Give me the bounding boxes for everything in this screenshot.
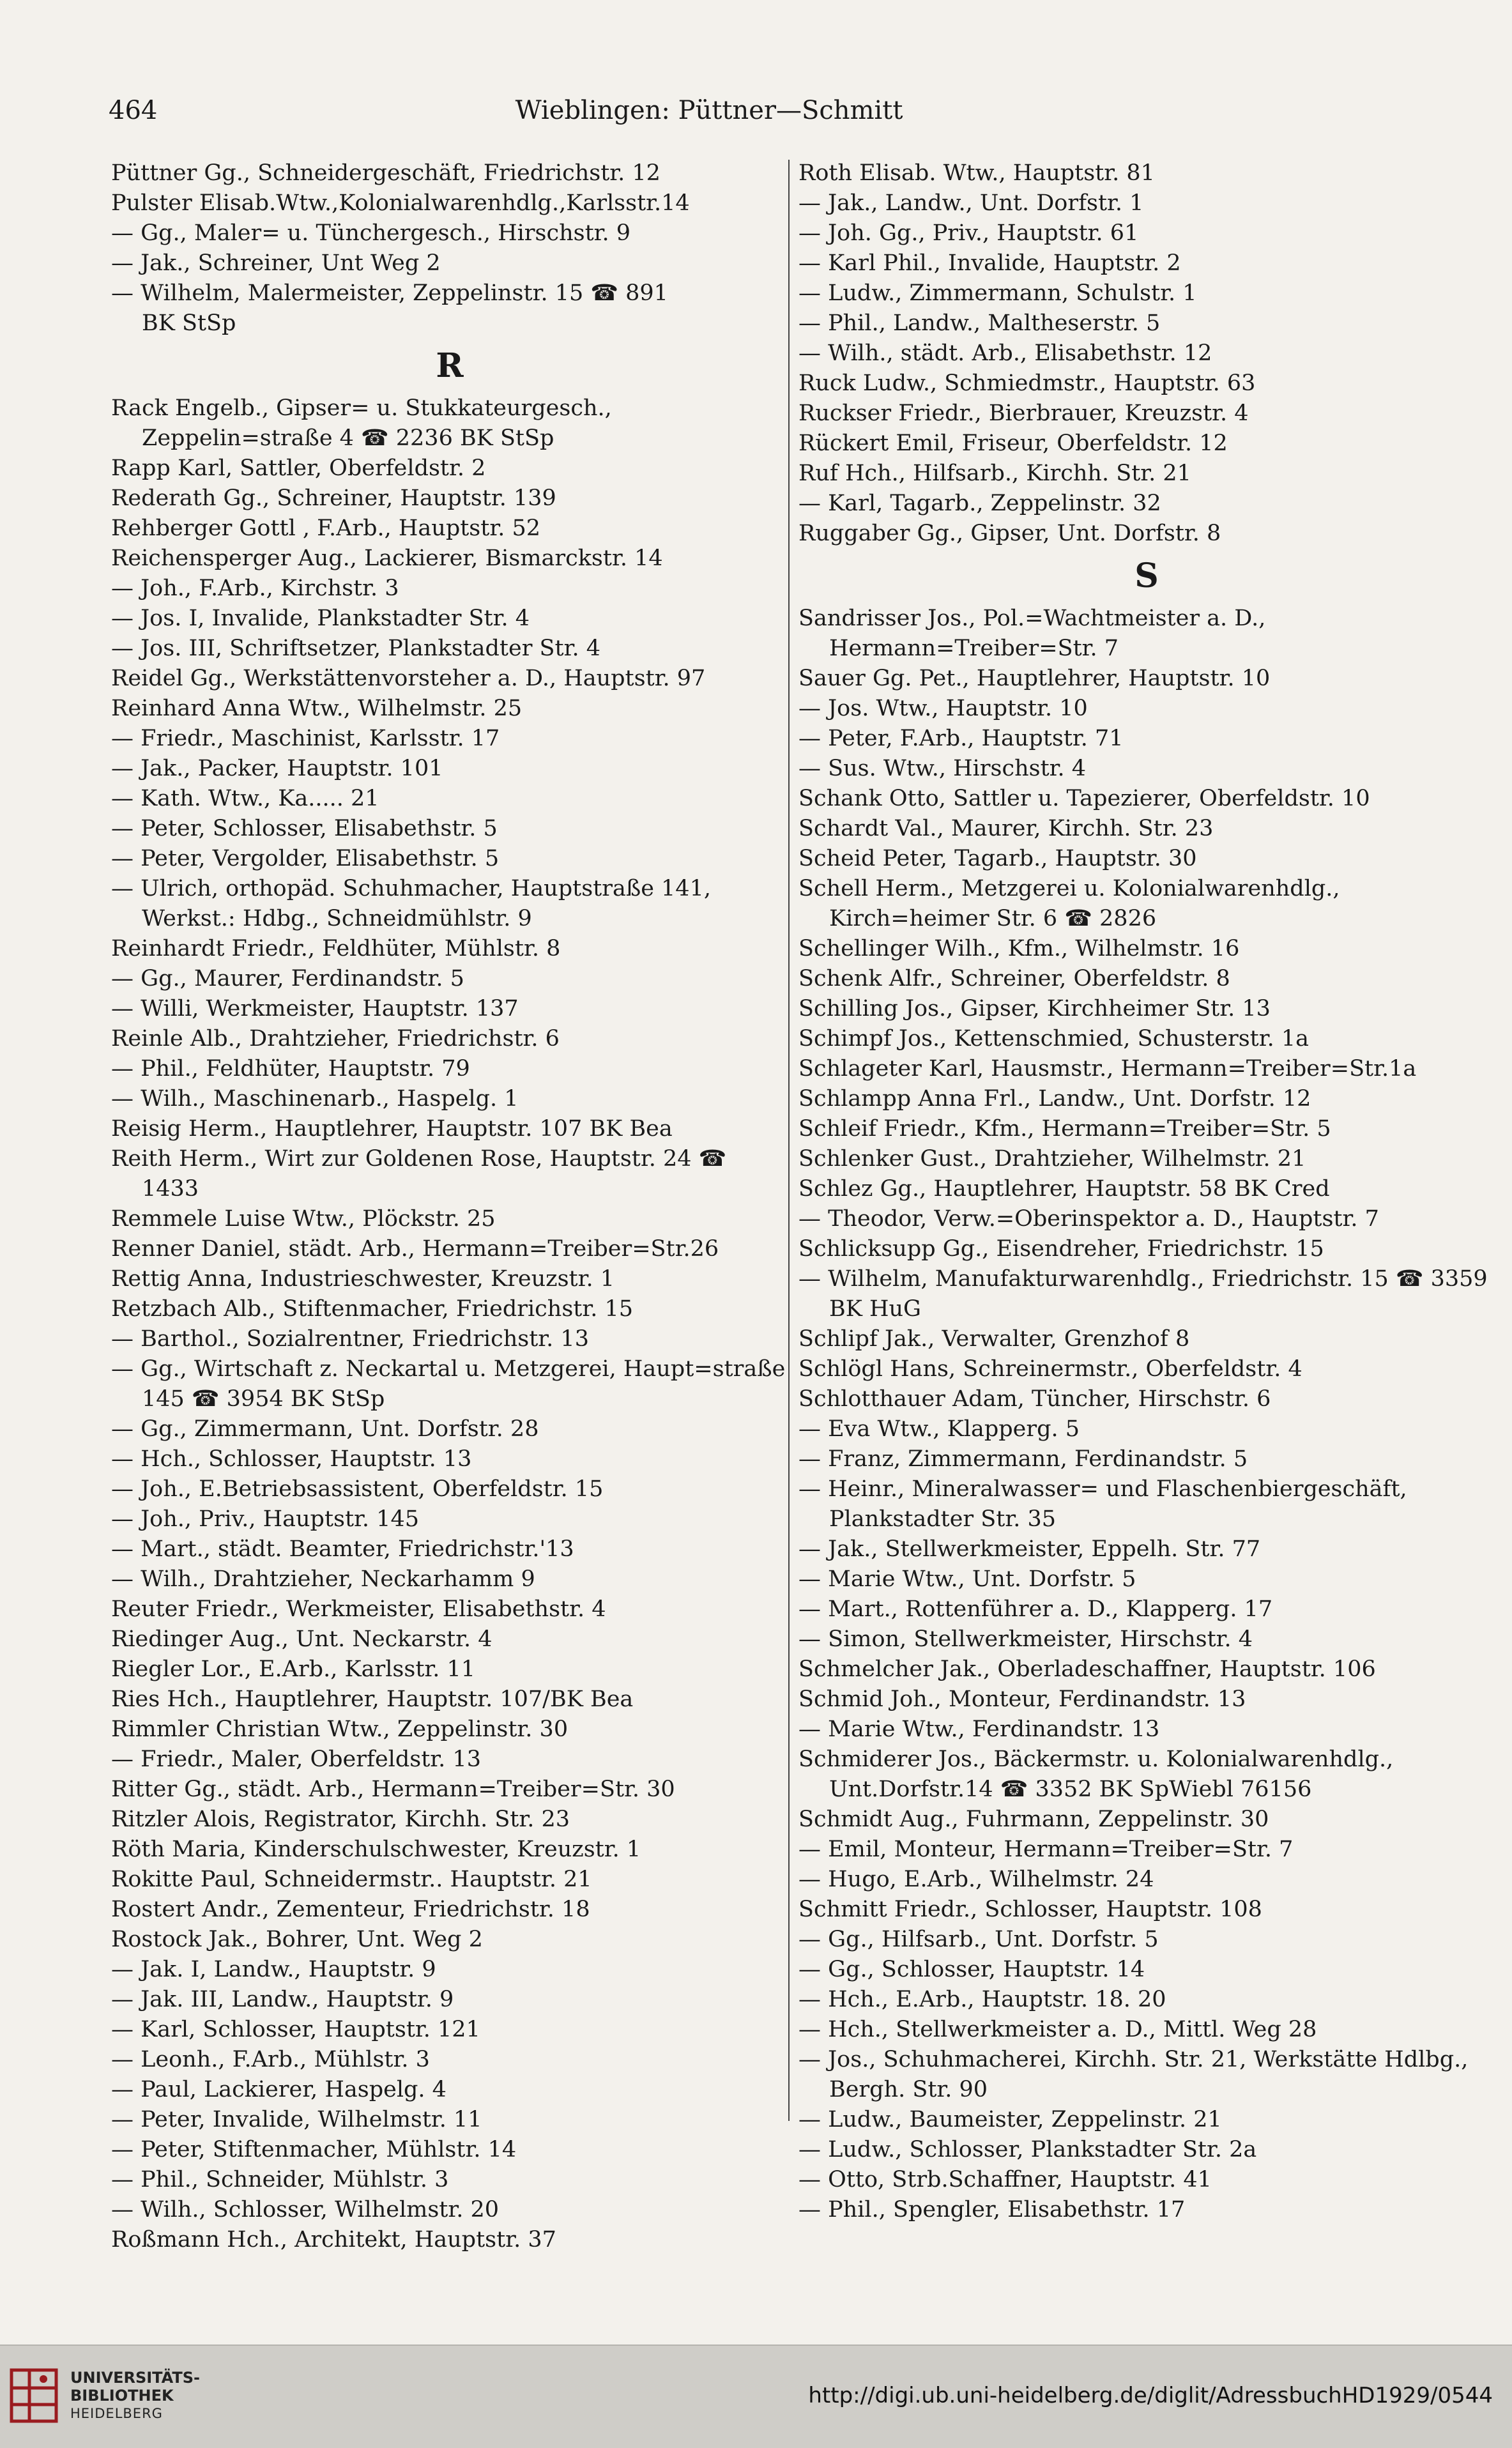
list-item: — Jak., Packer, Hauptstr. 101 — [111, 756, 443, 781]
list-item: Sandrisser Jos., Pol.=Wachtmeister a. D., Hermann=Treiber=Str. 7 — [798, 606, 1266, 661]
list-item: Reith Herm., Wirt zur Goldenen Rose, Hauptstr. 24 ☎ 1433 — [111, 1146, 727, 1202]
list-item: — Joh., E.Betriebsassistent, Oberfeldstr. 15 — [111, 1476, 604, 1502]
source-url-link[interactable]: http://digi.ub.uni-heidelberg.de/diglit/AdressbuchHD1929/0544 — [808, 2383, 1493, 2408]
list-item: Remmele Luise Wtw., Plöckstr. 25 — [111, 1206, 496, 1232]
list-item: — Gg., Wirtschaft z. Neckartal u. Metzgerei, Haupt=straße 145 ☎ 3954 BK StSp — [111, 1356, 786, 1412]
university-library-logo-icon — [6, 2365, 61, 2426]
viewer-footer — [0, 2345, 1512, 2448]
list-item: — Jak. I, Landw., Hauptstr. 9 — [111, 1957, 436, 1982]
list-item: Schleif Friedr., Kfm., Hermann=Treiber=Str. 5 — [798, 1116, 1331, 1142]
list-item: Rack Engelb., Gipser= u. Stukkateurgesch., Zeppelin=straße 4 ☎ 2236 BK StSp — [111, 395, 612, 451]
list-item: Rehberger Gottl , F.Arb., Hauptstr. 52 — [111, 516, 541, 541]
list-item: — Ludw., Zimmermann, Schulstr. 1 — [798, 280, 1197, 306]
section-letter: S — [1134, 556, 1159, 595]
list-item: — Friedr., Maschinist, Karlsstr. 17 — [111, 726, 500, 751]
list-item: Renner Daniel, städt. Arb., Hermann=Treiber=Str.26 — [111, 1236, 719, 1262]
list-item: Röth Maria, Kinderschulschwester, Kreuzstr. 1 — [111, 1837, 641, 1862]
list-item: — Phil., Feldhüter, Hauptstr. 79 — [111, 1056, 470, 1082]
list-item: — Jos. I, Invalide, Plankstadter Str. 4 — [111, 606, 530, 631]
list-item: Reichensperger Aug., Lackierer, Bismarckstr. 14 — [111, 546, 663, 571]
list-item: — Karl, Tagarb., Zeppelinstr. 32 — [798, 491, 1161, 516]
list-item: — Ludw., Baumeister, Zeppelinstr. 21 — [798, 2107, 1222, 2132]
list-item: Schank Otto, Sattler u. Tapezierer, Oberfeldstr. 10 — [798, 786, 1370, 811]
list-item: — Wilhelm, Malermeister, Zeppelinstr. 15 ☎ 891 — [111, 280, 668, 306]
list-item: — Joh. Gg., Priv., Hauptstr. 61 — [798, 220, 1139, 246]
list-item: — Gg., Zimmermann, Unt. Dorfstr. 28 — [111, 1416, 539, 1442]
section-letter: R — [436, 346, 464, 385]
list-item: Roth Elisab. Wtw., Hauptstr. 81 — [798, 160, 1155, 186]
list-item: Ruf Hch., Hilfsarb., Kirchh. Str. 21 — [798, 461, 1191, 486]
list-item: Schlipf Jak., Verwalter, Grenzhof 8 — [798, 1326, 1190, 1352]
list-item: Schmelcher Jak., Oberladeschaffner, Hauptstr. 106 — [798, 1656, 1376, 1682]
list-item: — Jos. III, Schriftsetzer, Plankstadter Str. 4 — [111, 636, 601, 661]
running-title: Wieblingen: Püttner—Schmitt — [515, 96, 903, 125]
list-item: — Jak. III, Landw., Hauptstr. 9 — [111, 1987, 454, 2012]
list-item: Ries Hch., Hauptlehrer, Hauptstr. 107/BK Bea — [111, 1687, 634, 1712]
list-item: — Jak., Landw., Unt. Dorfstr. 1 — [798, 190, 1144, 216]
list-item: — Gg., Schlosser, Hauptstr. 14 — [798, 1957, 1145, 1982]
list-item: Schlageter Karl, Hausmstr., Hermann=Treiber=Str.1a — [798, 1056, 1417, 1082]
list-item: Schmidt Aug., Fuhrmann, Zeppelinstr. 30 — [798, 1807, 1269, 1832]
list-item: — Marie Wtw., Unt. Dorfstr. 5 — [798, 1566, 1136, 1592]
list-item: Rostock Jak., Bohrer, Unt. Weg 2 — [111, 1927, 483, 1952]
list-item: Ritzler Alois, Registrator, Kirchh. Str. 23 — [111, 1807, 570, 1832]
list-item: — Peter, Schlosser, Elisabethstr. 5 — [111, 816, 498, 841]
list-item: — Kath. Wtw., Ka..... 21 — [111, 786, 379, 811]
list-item: — Heinr., Mineralwasser= und Flaschenbiergeschäft, Plankstadter Str. 35 — [798, 1476, 1407, 1532]
list-item: Schmiderer Jos., Bäckermstr. u. Kolonialwarenhdlg., Unt.Dorfstr.14 ☎ 3352 BK SpWiebl 76156 — [798, 1747, 1394, 1802]
list-item: — Wilh., Schlosser, Wilhelmstr. 20 — [111, 2197, 500, 2222]
list-item: — Ulrich, orthopäd. Schuhmacher, Hauptstraße 141, Werkst.: Hdbg., Schneidmühlstr. 9 — [111, 876, 711, 931]
list-item: — Hch., Stellwerkmeister a. D., Mittl. Weg 28 — [798, 2017, 1317, 2042]
list-item: Retzbach Alb., Stiftenmacher, Friedrichstr. 15 — [111, 1296, 634, 1322]
list-item: — Theodor, Verw.=Oberinspektor a. D., Hauptstr. 7 — [798, 1206, 1379, 1232]
list-item: — Eva Wtw., Klapperg. 5 — [798, 1416, 1080, 1442]
list-item: — Franz, Zimmermann, Ferdinandstr. 5 — [798, 1446, 1248, 1472]
list-item: — Friedr., Maler, Oberfeldstr. 13 — [111, 1747, 481, 1772]
page-number: 464 — [109, 96, 158, 125]
list-item: Roßmann Hch., Architekt, Hauptstr. 37 — [111, 2227, 556, 2253]
list-item: — Karl Phil., Invalide, Hauptstr. 2 — [798, 250, 1181, 276]
list-item: — Gg., Maler= u. Tünchergesch., Hirschstr. 9 — [111, 220, 631, 246]
list-item: — Peter, Stiftenmacher, Mühlstr. 14 — [111, 2137, 517, 2162]
left-column — [111, 158, 788, 2255]
list-item: — Gg., Hilfsarb., Unt. Dorfstr. 5 — [798, 1927, 1159, 1952]
list-item: Schmid Joh., Monteur, Ferdinandstr. 13 — [798, 1687, 1246, 1712]
list-item: — Hch., E.Arb., Hauptstr. 18. 20 — [798, 1987, 1166, 2012]
list-item: — Simon, Stellwerkmeister, Hirschstr. 4 — [798, 1626, 1253, 1652]
list-item: — Peter, Vergolder, Elisabethstr. 5 — [111, 846, 500, 871]
list-item: Schlenker Gust., Drahtzieher, Wilhelmstr. 21 — [798, 1146, 1306, 1172]
list-item: Schlicksupp Gg., Eisendreher, Friedrichstr. 15 — [798, 1236, 1324, 1262]
list-item: — Mart., Rottenführer a. D., Klapperg. 17 — [798, 1596, 1273, 1622]
list-item: — Marie Wtw., Ferdinandstr. 13 — [798, 1717, 1160, 1742]
list-item: Rettig Anna, Industrieschwester, Kreuzstr. 1 — [111, 1266, 615, 1292]
list-item: Rückert Emil, Friseur, Oberfeldstr. 12 — [798, 431, 1228, 456]
list-item: — Hch., Schlosser, Hauptstr. 13 — [111, 1446, 472, 1472]
list-item: Reinhardt Friedr., Feldhüter, Mühlstr. 8 — [111, 936, 561, 961]
list-item: — Otto, Strb.Schaffner, Hauptstr. 41 — [798, 2167, 1212, 2192]
list-item: Reuter Friedr., Werkmeister, Elisabethstr. 4 — [111, 1596, 606, 1622]
list-item: Schell Herm., Metzgerei u. Kolonialwarenhdlg., Kirch=heimer Str. 6 ☎ 2826 — [798, 876, 1340, 931]
list-item: Rederath Gg., Schreiner, Hauptstr. 139 — [111, 486, 556, 511]
page-header — [109, 96, 1310, 134]
list-item: Rapp Karl, Sattler, Oberfeldstr. 2 — [111, 455, 486, 481]
list-item: Schilling Jos., Gipser, Kirchheimer Str. 13 — [798, 996, 1271, 1021]
list-item: — Emil, Monteur, Hermann=Treiber=Str. 7 — [798, 1837, 1294, 1862]
list-item: — Jak., Schreiner, Unt Weg 2 — [111, 250, 441, 276]
list-item: Schmitt Friedr., Schlosser, Hauptstr. 108 — [798, 1897, 1262, 1922]
list-item: — Peter, F.Arb., Hauptstr. 71 — [798, 726, 1124, 751]
list-item: Schimpf Jos., Kettenschmied, Schusterstr. 1a — [798, 1026, 1310, 1052]
right-column — [798, 158, 1495, 2225]
list-item: Püttner Gg., Schneidergeschäft, Friedrichstr. 12 — [111, 160, 661, 186]
list-item: Scheid Peter, Tagarb., Hauptstr. 30 — [798, 846, 1197, 871]
list-item: Schellinger Wilh., Kfm., Wilhelmstr. 16 — [798, 936, 1240, 961]
list-item: Schardt Val., Maurer, Kirchh. Str. 23 — [798, 816, 1214, 841]
list-item: — Phil., Landw., Maltheserstr. 5 — [798, 310, 1161, 336]
list-item: Rimmler Christian Wtw., Zeppelinstr. 30 — [111, 1717, 569, 1742]
list-item: BK StSp — [142, 310, 236, 336]
list-item: Sauer Gg. Pet., Hauptlehrer, Hauptstr. 10 — [798, 666, 1271, 691]
list-item: — Wilh., städt. Arb., Elisabethstr. 12 — [798, 340, 1212, 366]
list-item: Ritter Gg., städt. Arb., Hermann=Treiber=Str. 30 — [111, 1777, 675, 1802]
list-item: — Wilhelm, Manufakturwarenhdlg., Friedrichstr. 15 ☎ 3359 BK HuG — [798, 1266, 1488, 1322]
list-item: Reidel Gg., Werkstättenvorsteher a. D., Hauptstr. 97 — [111, 666, 706, 691]
list-item: — Phil., Spengler, Elisabethstr. 17 — [798, 2197, 1186, 2222]
list-item: Schenk Alfr., Schreiner, Oberfeldstr. 8 — [798, 966, 1230, 991]
list-item: Ruckser Friedr., Bierbrauer, Kreuzstr. 4 — [798, 401, 1249, 426]
list-item: — Hugo, E.Arb., Wilhelmstr. 24 — [798, 1867, 1154, 1892]
list-item: Ruck Ludw., Schmiedmstr., Hauptstr. 63 — [798, 371, 1256, 396]
list-item: Ruggaber Gg., Gipser, Unt. Dorfstr. 8 — [798, 521, 1221, 546]
list-item: Rokitte Paul, Schneidermstr.. Hauptstr. 21 — [111, 1867, 592, 1892]
list-item: — Paul, Lackierer, Haspelg. 4 — [111, 2077, 447, 2102]
list-item: Schlampp Anna Frl., Landw., Unt. Dorfstr. 12 — [798, 1086, 1311, 1112]
list-item: Reinhard Anna Wtw., Wilhelmstr. 25 — [111, 696, 523, 721]
list-item: — Willi, Werkmeister, Hauptstr. 137 — [111, 996, 519, 1021]
column-divider — [788, 160, 790, 2121]
list-item: — Karl, Schlosser, Hauptstr. 121 — [111, 2017, 480, 2042]
list-item: — Jos., Schuhmacherei, Kirchh. Str. 21, Werkstätte Hdlbg., Bergh. Str. 90 — [798, 2047, 1469, 2102]
list-item: — Sus. Wtw., Hirschstr. 4 — [798, 756, 1087, 781]
list-item: Schlögl Hans, Schreinermstr., Oberfeldstr. 4 — [798, 1356, 1302, 1382]
list-item: — Peter, Invalide, Wilhelmstr. 11 — [111, 2107, 482, 2132]
list-item: Reinle Alb., Drahtzieher, Friedrichstr. 6 — [111, 1026, 560, 1052]
list-item: Schlotthauer Adam, Tüncher, Hirschstr. 6 — [798, 1386, 1271, 1412]
list-item: — Jos. Wtw., Hauptstr. 10 — [798, 696, 1088, 721]
list-item: — Barthol., Sozialrentner, Friedrichstr. 13 — [111, 1326, 589, 1352]
list-item: Riedinger Aug., Unt. Neckarstr. 4 — [111, 1626, 493, 1652]
list-item: — Gg., Maurer, Ferdinandstr. 5 — [111, 966, 464, 991]
list-item: — Joh., F.Arb., Kirchstr. 3 — [111, 576, 399, 601]
list-item: Rostert Andr., Zementeur, Friedrichstr. 18 — [111, 1897, 590, 1922]
list-item: Reisig Herm., Hauptlehrer, Hauptstr. 107 BK Bea — [111, 1116, 673, 1142]
list-item: — Wilh., Maschinenarb., Haspelg. 1 — [111, 1086, 519, 1112]
list-item: — Phil., Schneider, Mühlstr. 3 — [111, 2167, 449, 2192]
list-item: Schlez Gg., Hauptlehrer, Hauptstr. 58 BK Cred — [798, 1176, 1330, 1202]
list-item: Pulster Elisab.Wtw.,Kolonialwarenhdlg.,Karlsstr.14 — [111, 190, 690, 216]
list-item: — Ludw., Schlosser, Plankstadter Str. 2a — [798, 2137, 1257, 2162]
list-item: — Mart., städt. Beamter, Friedrichstr.'13 — [111, 1536, 574, 1562]
list-item: — Wilh., Drahtzieher, Neckarhamm 9 — [111, 1566, 535, 1592]
list-item: — Leonh., F.Arb., Mühlstr. 3 — [111, 2047, 430, 2072]
list-item: — Jak., Stellwerkmeister, Eppelh. Str. 77 — [798, 1536, 1261, 1562]
list-item: — Joh., Priv., Hauptstr. 145 — [111, 1506, 419, 1532]
list-item: Riegler Lor., E.Arb., Karlsstr. 11 — [111, 1656, 476, 1682]
library-name: UNIVERSITÄTS- BIBLIOTHEK HEIDELBERG — [70, 2369, 201, 2421]
